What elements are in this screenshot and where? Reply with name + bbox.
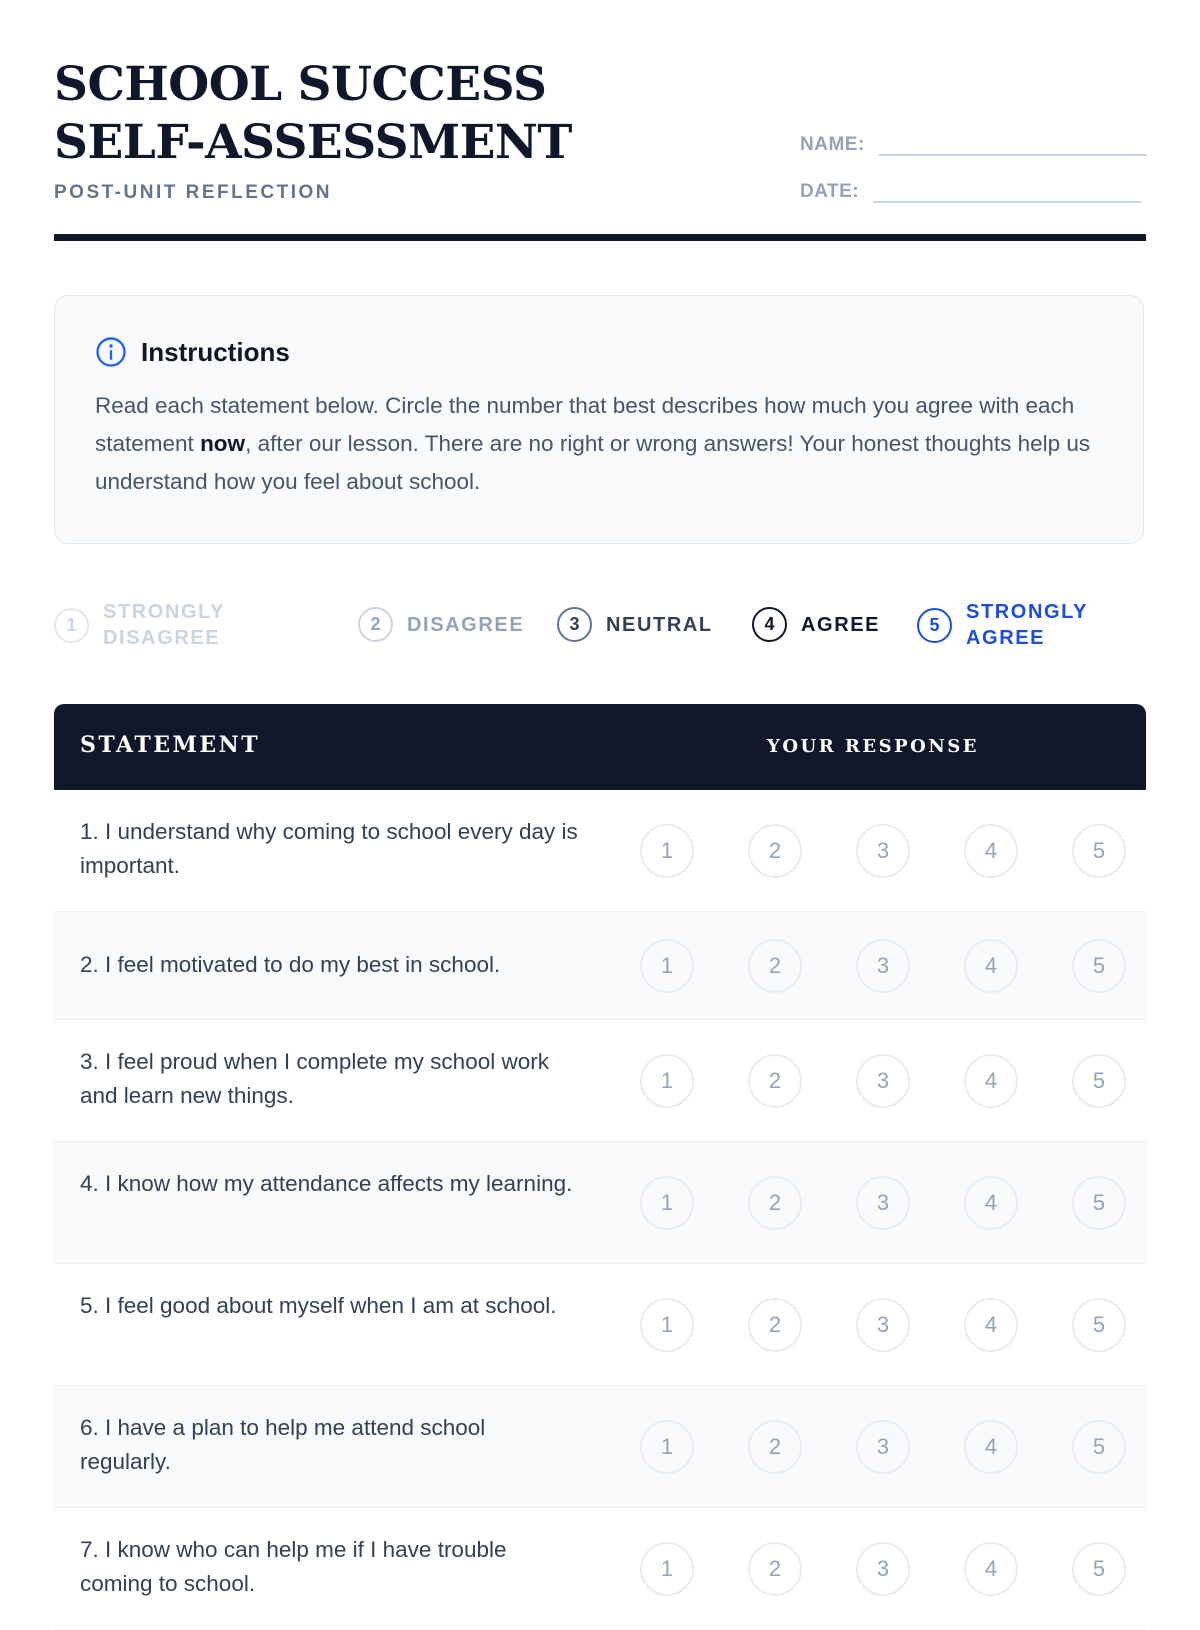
instructions-text <box>95 387 1095 501</box>
response-option-2[interactable]: 2 <box>748 1298 802 1352</box>
response-option-3[interactable]: 3 <box>856 1420 910 1474</box>
table-body <box>54 790 1146 1630</box>
legend-number: 1 <box>54 608 89 643</box>
statement-text: 7. I know who can help me if I have trouble coming to school. <box>80 1537 507 1596</box>
legend-item-disagree <box>358 607 524 642</box>
response-option-5[interactable]: 5 <box>1072 1298 1126 1352</box>
page-title: SCHOOL SUCCESS SELF-ASSESSMENT <box>54 57 572 170</box>
response-option-5[interactable]: 5 <box>1072 824 1126 878</box>
legend-label: AGREE <box>801 613 881 636</box>
response-option-4[interactable]: 4 <box>964 1298 1018 1352</box>
legend-number: 2 <box>358 607 393 642</box>
name-label: NAME: <box>800 134 865 155</box>
response-options <box>640 939 1126 993</box>
instructions-panel <box>54 295 1144 544</box>
name-field[interactable] <box>800 130 1147 156</box>
response-option-3[interactable]: 3 <box>856 1298 910 1352</box>
instructions-text-after: , after our lesson. There are no right or wrong answers! Your honest thoughts help us understand how you feel about school. <box>95 431 1091 494</box>
response-options <box>640 1054 1126 1108</box>
legend-label: STRONGLY AGREE <box>966 601 1088 649</box>
response-option-1[interactable]: 1 <box>640 1542 694 1596</box>
response-options <box>640 1298 1126 1352</box>
table-row <box>54 1020 1146 1142</box>
response-options <box>640 1176 1126 1230</box>
response-option-1[interactable]: 1 <box>640 939 694 993</box>
statement-text: 5. I feel good about myself when I am at school. <box>80 1293 557 1318</box>
legend-number: 3 <box>557 607 592 642</box>
rating-legend <box>54 597 1146 653</box>
date-label: DATE: <box>800 181 860 202</box>
response-option-2[interactable]: 2 <box>748 1542 802 1596</box>
response-option-5[interactable]: 5 <box>1072 1176 1126 1230</box>
table-row <box>54 1142 1146 1264</box>
response-option-1[interactable]: 1 <box>640 1054 694 1108</box>
date-line[interactable] <box>873 177 1141 203</box>
response-option-2[interactable]: 2 <box>748 1420 802 1474</box>
table-row <box>54 1264 1146 1386</box>
statement-text: 3. I feel proud when I complete my school work and learn new things. <box>80 1049 549 1108</box>
date-field[interactable] <box>800 177 1141 203</box>
response-option-4[interactable]: 4 <box>964 824 1018 878</box>
legend-label: DISAGREE <box>407 613 525 636</box>
response-option-1[interactable]: 1 <box>640 1176 694 1230</box>
response-option-3[interactable]: 3 <box>856 939 910 993</box>
statement-text: 6. I have a plan to help me attend school regularly. <box>80 1415 486 1474</box>
response-option-1[interactable]: 1 <box>640 1298 694 1352</box>
response-option-5[interactable]: 5 <box>1072 939 1126 993</box>
response-option-3[interactable]: 3 <box>856 1176 910 1230</box>
column-header-statement: STATEMENT <box>80 732 261 758</box>
response-option-1[interactable]: 1 <box>640 824 694 878</box>
response-option-2[interactable]: 2 <box>748 1176 802 1230</box>
response-option-4[interactable]: 4 <box>964 939 1018 993</box>
response-option-2[interactable]: 2 <box>748 939 802 993</box>
table-row <box>54 1508 1146 1630</box>
instructions-header <box>95 336 290 368</box>
response-option-2[interactable]: 2 <box>748 1054 802 1108</box>
legend-number: 5 <box>917 608 952 643</box>
instructions-text-before: Read each statement below. Circle the number that best describes how much you agree with each statement <box>95 393 1075 456</box>
table-header <box>54 704 1146 790</box>
table-row <box>54 790 1146 912</box>
statements-table <box>54 704 1146 1630</box>
name-line[interactable] <box>879 130 1147 156</box>
header-divider <box>54 234 1146 241</box>
legend-label: STRONGLY DISAGREE <box>103 601 225 649</box>
response-option-4[interactable]: 4 <box>964 1054 1018 1108</box>
legend-item-strongly-agree <box>917 599 1106 651</box>
legend-item-agree <box>752 607 880 642</box>
instructions-title: Instructions <box>141 336 290 367</box>
response-option-5[interactable]: 5 <box>1072 1542 1126 1596</box>
response-option-5[interactable]: 5 <box>1072 1054 1126 1108</box>
statement-text: 2. I feel motivated to do my best in school. <box>80 952 501 977</box>
legend-item-strongly-disagree <box>54 599 243 651</box>
response-option-3[interactable]: 3 <box>856 824 910 878</box>
response-option-2[interactable]: 2 <box>748 824 802 878</box>
instructions-emphasis: now <box>200 431 246 456</box>
response-option-1[interactable]: 1 <box>640 1420 694 1474</box>
column-header-response: YOUR RESPONSE <box>766 736 980 757</box>
response-option-4[interactable]: 4 <box>964 1542 1018 1596</box>
table-row <box>54 912 1146 1020</box>
statement-text: 1. I understand why coming to school every day is important. <box>80 819 578 878</box>
response-options <box>640 1542 1126 1596</box>
legend-number: 4 <box>752 607 787 642</box>
response-options <box>640 1420 1126 1474</box>
response-option-3[interactable]: 3 <box>856 1542 910 1596</box>
response-option-4[interactable]: 4 <box>964 1176 1018 1230</box>
page-subtitle: POST-UNIT REFLECTION <box>54 182 332 203</box>
response-option-4[interactable]: 4 <box>964 1420 1018 1474</box>
response-option-3[interactable]: 3 <box>856 1054 910 1108</box>
legend-item-neutral <box>557 607 713 642</box>
table-row <box>54 1386 1146 1508</box>
info-icon <box>95 336 127 368</box>
legend-label: NEUTRAL <box>606 613 713 636</box>
response-option-5[interactable]: 5 <box>1072 1420 1126 1474</box>
statement-text: 4. I know how my attendance affects my learning. <box>80 1171 573 1196</box>
response-options <box>640 824 1126 878</box>
